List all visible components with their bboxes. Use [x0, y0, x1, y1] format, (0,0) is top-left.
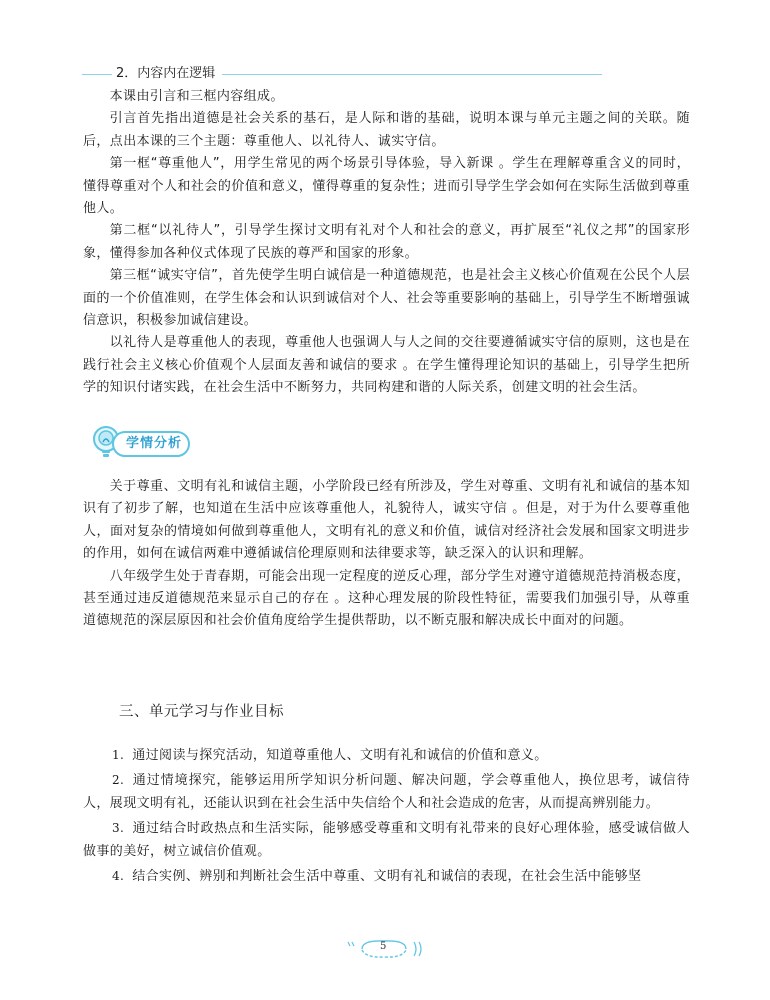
paragraph: 本课由引言和三框内容组成。: [109, 89, 284, 104]
header-rule-left: [82, 74, 112, 75]
paragraph: 第一框“尊重他人”，用学生常见的两个场景引导体验，导入新课 。学生在理解尊重含义的同时，懂得尊重对个人和社会的价值和意义，懂得尊重的复杂性；进而引导学生学会如何在实际生活做到尊重他人。: [83, 156, 690, 217]
section-heading-content-logic: 2．内容内在逻辑: [116, 66, 216, 81]
paragraph: 引言首先指出道德是社会关系的基石，是人际和谐的基础，说明本课与单元主题之间的关联。随后，点出本课的三个主题：尊重他人、以礼待人、诚实守信。: [83, 111, 690, 149]
goal-item: [83, 865, 690, 888]
page-number: 5: [380, 941, 387, 952]
badge-label: 学情分析: [126, 436, 183, 451]
paragraph: 以礼待人是尊重他人的表现，尊重他人也强调人与人之间的交往要遵循诚实守信的原则，这也是在践行社会主义核心价值观个人层面友善和诚信的要求 。在学生懂得理论知识的基础上，引导学生把所学的知识付诸实践，在社会生活中不断努力，共同构建和谐的人际关系，创建文明的社会生活。: [83, 335, 690, 396]
analysis-badge: [88, 424, 198, 462]
goal-number: 3.: [112, 821, 125, 836]
goal-number: 1.: [112, 748, 125, 762]
goals-list: [83, 744, 690, 890]
paragraph: 八年级学生处于青春期，可能会出现一定程度的逆反心理，部分学生对遵守道德规范持消极态度，甚至通过违反道德规范来显示自己的存在 。这种心理发展的阶段性特征，需要我们加强引导，从尊重道德规范的深层原因和社会价值角度给学生提供帮助，以不断克服和解决成长中面对的问题。: [83, 568, 690, 629]
goal-item: [83, 817, 690, 863]
paragraph: 第三框“诚实守信”，首先使学生明白诚信是一种道德规范，也是社会主义核心价值观在公民个人层面的一个价值准则，在学生体会和认识到诚信对个人、社会等重要影响的基础上，引导学生不断增强诚信意识，积极参加诚信建设。: [83, 268, 690, 329]
section-heading-goals: 三、单元学习与作业目标: [119, 704, 284, 720]
goal-text: 结合实例、辨别和判断社会生活中尊重、文明有礼和诚信的表现，在社会生活中能够坚: [132, 869, 642, 885]
analysis-body: [83, 476, 690, 633]
goal-text: 通过阅读与探究活动，知道尊重他人、文明有礼和诚信的价值和意义。: [132, 748, 548, 763]
header-rule-right: [222, 74, 602, 75]
paragraph: 第二框“以礼待人”，引导学生探讨文明有礼对个人和社会的意义，再扩展至“礼仪之邦”的国家形象，懂得参加各种仪式体现了民族的尊严和国家的形象。: [83, 223, 690, 261]
goal-number: 4.: [112, 869, 125, 884]
page-footer: [344, 938, 424, 960]
goal-item: [83, 744, 690, 767]
goal-text: 通过结合时政热点和生活实际，能够感受尊重和文明有礼带来的良好心理体验，感受诚信做人做事的美好，树立诚信价值观。: [83, 821, 690, 859]
intro-body: [83, 86, 690, 400]
goal-text: 通过情境探究，能够运用所学知识分析问题、解决问题，学会尊重他人，换位思考，诚信待人，展现文明有礼，还能认识到在社会生活中失信给个人和社会造成的危害，从而提高辨别能力。: [83, 773, 690, 811]
goal-number: 2.: [112, 773, 125, 788]
goal-item: [83, 769, 690, 815]
paragraph: 关于尊重、文明有礼和诚信主题，小学阶段已经有所涉及，学生对尊重、文明有礼和诚信的基本知识有了初步了解，也知道在生活中应该尊重他人，礼貌待人，诚实守信 。但是，对于为什么要尊重他人，面对复杂的情境如何做到尊重他人，文明有礼的意义和价值，诚信对经济社会发展和国家文明进步的作用，如何在诚信两难中遵循诚信伦理原则和法律要求等，缺乏深入的认识和理解。: [83, 479, 690, 562]
